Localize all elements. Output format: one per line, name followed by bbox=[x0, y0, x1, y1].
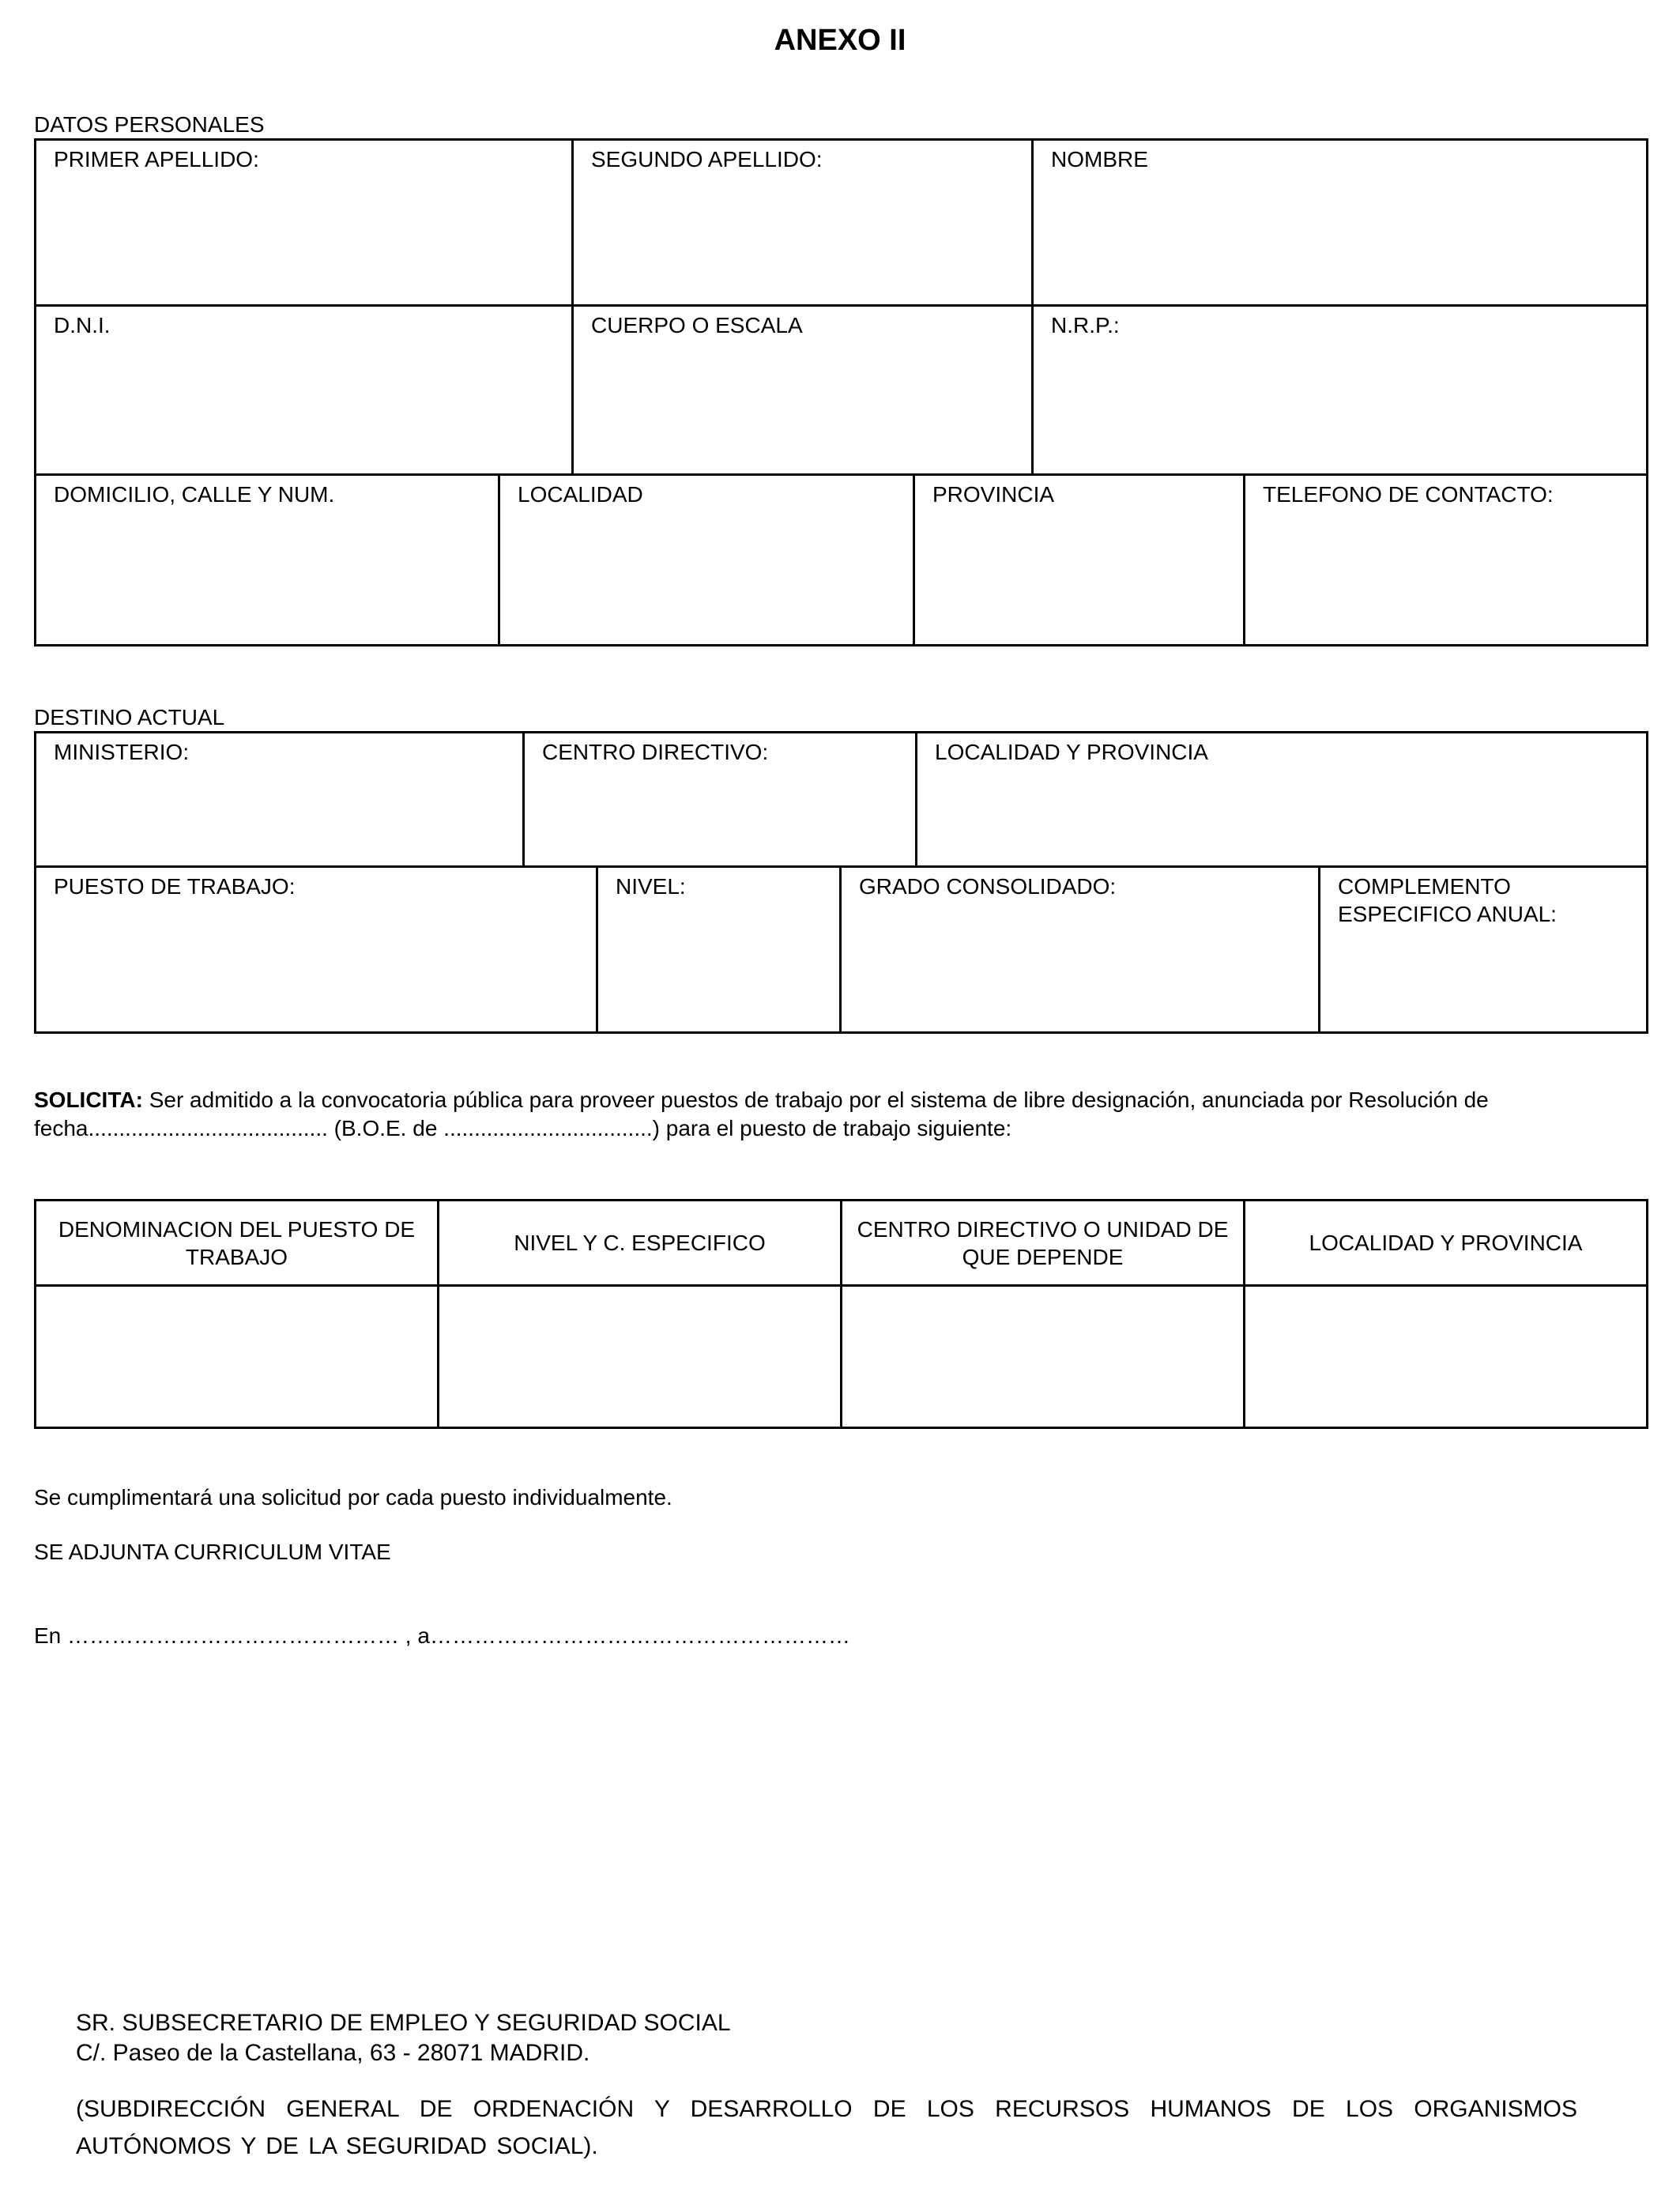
field-grado-consolidado[interactable]: GRADO CONSOLIDADO: bbox=[841, 867, 1320, 1033]
field-primer-apellido[interactable]: PRIMER APELLIDO: bbox=[36, 140, 573, 306]
field-nombre[interactable]: NOMBRE bbox=[1033, 140, 1648, 306]
header-nivel-c-especifico: NIVEL Y C. ESPECIFICO bbox=[439, 1201, 842, 1286]
header-localidad-provincia: LOCALIDAD Y PROVINCIA bbox=[1245, 1201, 1648, 1286]
field-dni[interactable]: D.N.I. bbox=[36, 306, 573, 475]
destinatario-line-1: SR. SUBSECRETARIO DE EMPLEO Y SEGURIDAD SOCIAL bbox=[76, 2010, 731, 2036]
cell-centro-directivo-unidad[interactable] bbox=[842, 1286, 1245, 1428]
document-title: ANEXO II bbox=[774, 24, 906, 57]
cell-nivel-c-especifico[interactable] bbox=[439, 1286, 842, 1428]
field-complemento-especifico[interactable]: COMPLEMENTO ESPECIFICO ANUAL: bbox=[1320, 867, 1648, 1033]
field-puesto-trabajo[interactable]: PUESTO DE TRABAJO: bbox=[36, 867, 597, 1033]
field-nivel[interactable]: NIVEL: bbox=[597, 867, 841, 1033]
field-segundo-apellido[interactable]: SEGUNDO APELLIDO: bbox=[573, 140, 1033, 306]
field-localidad-provincia[interactable]: LOCALIDAD Y PROVINCIA bbox=[917, 733, 1648, 867]
cell-denominacion-puesto[interactable] bbox=[36, 1286, 439, 1428]
field-nrp[interactable]: N.R.P.: bbox=[1033, 306, 1648, 475]
adjunta-curriculum: SE ADJUNTA CURRICULUM VITAE bbox=[34, 1540, 391, 1564]
datos-personales-table bbox=[34, 138, 1648, 647]
subdireccion-note: (SUBDIRECCIÓN GENERAL DE ORDENACIÓN Y DESARROLLO DE LOS RECURSOS HUMANOS DE LOS ORGANISMOS AUTÓNOMOS Y DE LA SEGURIDAD SOCIAL). bbox=[76, 2096, 1577, 2159]
field-localidad[interactable]: LOCALIDAD bbox=[499, 475, 914, 646]
solicita-text: Ser admitido a la convocatoria pública para proveer puestos de trabajo por el sistema de libre designación, anunciada por Resolución de fecha....................................... (B.O.E. de ..................................) para el puesto de trabajo siguiente: bbox=[34, 1088, 1489, 1140]
cell-localidad-provincia[interactable] bbox=[1245, 1286, 1648, 1428]
section-label-destino-actual: DESTINO ACTUAL bbox=[34, 705, 225, 729]
destino-actual-table bbox=[34, 731, 1648, 1034]
field-domicilio[interactable]: DOMICILIO, CALLE Y NUM. bbox=[36, 475, 499, 646]
solicita-paragraph bbox=[34, 1086, 1646, 1143]
header-centro-directivo-unidad: CENTRO DIRECTIVO O UNIDAD DE QUE DEPENDE bbox=[842, 1201, 1245, 1286]
field-provincia[interactable]: PROVINCIA bbox=[914, 475, 1245, 646]
field-ministerio[interactable]: MINISTERIO: bbox=[36, 733, 524, 867]
header-denominacion-puesto: DENOMINACION DEL PUESTO DE TRABAJO bbox=[36, 1201, 439, 1286]
nota-solicitud: Se cumplimentará una solicitud por cada puesto individualmente. bbox=[34, 1485, 672, 1510]
field-telefono-contacto[interactable]: TELEFONO DE CONTACTO: bbox=[1245, 475, 1648, 646]
field-cuerpo-escala[interactable]: CUERPO O ESCALA bbox=[573, 306, 1033, 475]
destinatario-address: C/. Paseo de la Castellana, 63 - 28071 MADRID. bbox=[76, 2040, 590, 2066]
puesto-solicitado-table bbox=[34, 1199, 1648, 1429]
section-label-datos-personales: DATOS PERSONALES bbox=[34, 112, 265, 137]
field-centro-directivo[interactable]: CENTRO DIRECTIVO: bbox=[524, 733, 917, 867]
lugar-fecha-line[interactable]: En ……………………………………… , a………………………………………………… bbox=[34, 1623, 850, 1648]
solicita-label: SOLICITA: bbox=[34, 1088, 143, 1112]
